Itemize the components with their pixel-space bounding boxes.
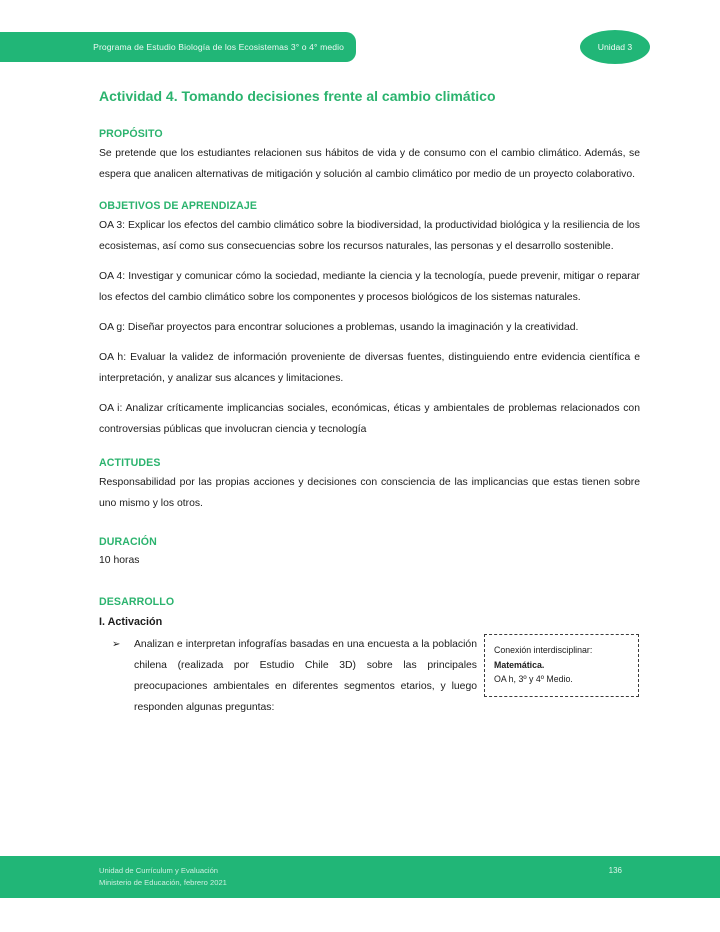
objetivo-oah: OA h: Evaluar la validez de información proveniente de diversas fuentes, distinguiendo entre evidencia científica e interpretación, y analizar sus alcances y limitaciones. [99, 352, 640, 384]
section-heading-desarrollo: DESARROLLO [99, 596, 175, 608]
objetivo-oai: OA i: Analizar críticamente implicancias sociales, económicas, éticas y ambientales de problemas relacionados con controversias públicas que involucran ciencia y tecnología [99, 403, 640, 435]
page-number: 136 [608, 866, 622, 875]
activity-title: Actividad 4. Tomando decisiones frente al cambio climático [99, 88, 496, 104]
connection-box-line2: Matemática. [494, 659, 545, 670]
content-column [99, 62, 640, 718]
proposito-paragraph: Se pretende que los estudiantes relacionen sus hábitos de vida y de consumo con el cambio climático. Además, se espera que analicen alternativas de mitigación y solución al cambio climático por medio de un proyecto colaborativo. [99, 148, 640, 180]
section-heading-actitudes: ACTITUDES [99, 457, 161, 469]
connection-box-line1: Conexión interdisciplinar: [494, 645, 593, 655]
footer-bar [0, 856, 720, 898]
footer-credits [99, 865, 227, 888]
actitudes-paragraph: Responsabilidad por las propias acciones y decisiones con consciencia de las implicancias que estas tienen sobre uno mismo y los otros. [99, 477, 640, 509]
objetivo-oa3: OA 3: Explicar los efectos del cambio climático sobre la biodiversidad, la productividad biológica y la resiliencia de los ecosistemas, así como sus consecuencias sobre los recursos naturales, las personas y el desarrollo sostenible. [99, 220, 640, 252]
bullet-arrow-icon: ➢ [112, 639, 121, 650]
duracion-value: 10 horas [99, 555, 140, 566]
list-item [99, 634, 477, 718]
desarrollo-row [99, 634, 640, 718]
objetivo-oag: OA g: Diseñar proyectos para encontrar soluciones a problemas, usando la imaginación y la creatividad. [99, 322, 579, 333]
footer-line2: Ministerio de Educación, febrero 2021 [99, 877, 227, 887]
unit-badge [580, 30, 650, 64]
header-program-bar [0, 32, 356, 62]
program-title: Programa de Estudio Biología de los Ecosistemas 3° o 4° medio [93, 42, 344, 52]
bullet-text: Analizan e interpretan infografías basadas en una encuesta a la población chilena (realizada por Estudio Chile 3D) sobre las principales preocupaciones ambientales en diferentes segmentos etarios, y luego responden algunas preguntas: [134, 639, 477, 713]
section-heading-objetivos: OBJETIVOS DE APRENDIZAJE [99, 200, 258, 212]
connection-box [484, 634, 639, 697]
objetivo-oa4: OA 4: Investigar y comunicar cómo la sociedad, mediante la ciencia y la tecnología, puede prevenir, mitigar o reparar los efectos del cambio climático sobre los componentes y procesos biológicos de los sistemas naturales. [99, 271, 640, 303]
unit-badge-label: Unidad 3 [597, 42, 633, 52]
connection-box-line3: OA h, 3º y 4º Medio. [494, 674, 573, 684]
section-heading-duracion: DURACIÓN [99, 536, 157, 548]
footer-line1: Unidad de Currículum y Evaluación [99, 866, 219, 875]
section-heading-proposito: PROPÓSITO [99, 128, 163, 140]
desarrollo-subheading: I. Activación [99, 616, 163, 628]
